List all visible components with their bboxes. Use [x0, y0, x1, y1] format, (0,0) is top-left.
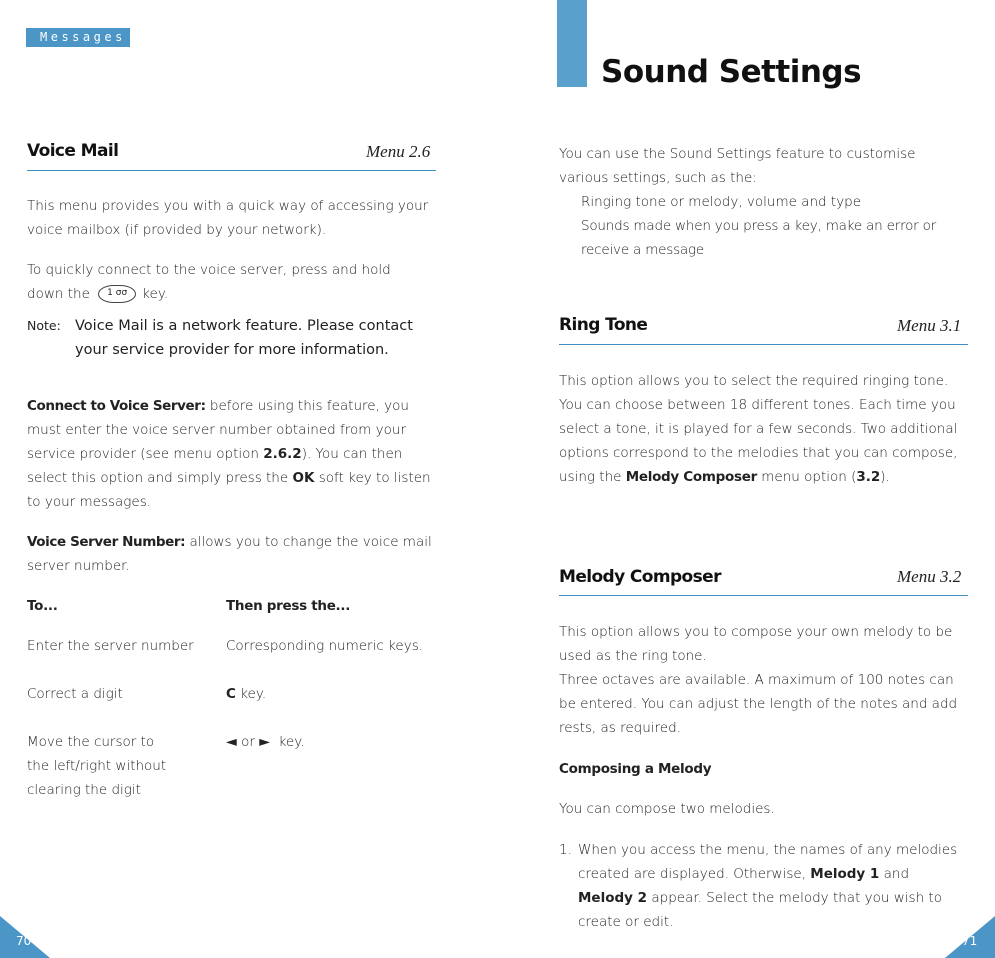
chapter-title: Sound Settings	[601, 54, 862, 90]
section-tag: Messages	[26, 28, 130, 47]
melody-composer-title: Melody Composer	[559, 567, 721, 587]
sound-settings-intro: You can use the Sound Settings feature to customise various settings, such as the:	[559, 146, 916, 186]
connect-to-voice-server: Connect to Voice Server: before using this feature, you must enter the voice server number obtained from your service provider (see menu option 2.6.2). You can then select this option and simply press the OK soft key to listen to your messages.	[27, 398, 431, 510]
table-row-3-to: Move the cursor to the left/right without clearing the digit	[27, 734, 167, 798]
melody-composer-text-1: This option allows you to compose your own melody to be used as the ring tone.	[559, 624, 953, 664]
ring-tone-rule	[559, 344, 968, 345]
melody-composer-text-2: Three octaves are available. A maximum of 100 notes can be entered. You can adjust the length of the notes and add rests, as required.	[559, 672, 958, 736]
voice-mail-title: Voice Mail	[27, 141, 119, 161]
table-row-2-to: Correct a digit	[27, 686, 123, 702]
table-row-3-press: ◄ or ► key.	[226, 734, 305, 750]
chapter-accent-block	[557, 0, 587, 87]
voice-mail-quick-connect: To quickly connect to the voice server, press and hold down the 1 σσ key.	[27, 262, 391, 302]
step-text: When you access the menu, the names of any melodies created are displayed. Otherwise, Melody 1 and Melody 2 appear. Select the melody that you wish to create or edit.	[578, 842, 958, 930]
page-number-left: 70	[16, 934, 32, 948]
melody-composer-menu-number: Menu 3.2	[897, 567, 962, 586]
voice-mail-rule	[27, 170, 436, 171]
ring-tone-text: This option allows you to select the required ringing tone. You can choose between 18 different tones. Each time you select a tone, it is played for a few seconds. Two additional options correspond to the melodies that you can compose, using the Melody Composer menu option (3.2).	[559, 373, 958, 485]
composing-melody-title: Composing a Melody	[559, 761, 712, 777]
sound-settings-bullet-2: Sounds made when you press a key, make an error or receive a message	[581, 218, 937, 258]
melody-composer-rule	[559, 595, 968, 596]
arrow-right-icon: ►	[259, 734, 270, 750]
arrow-left-icon: ◄	[226, 734, 237, 750]
sound-settings-bullet-1: Ringing tone or melody, volume and type	[581, 194, 862, 210]
composing-melody-text: You can compose two melodies.	[559, 801, 775, 817]
table-row-1-press: Corresponding numeric keys.	[226, 638, 424, 654]
voice-mail-intro: This menu provides you with a quick way of accessing your voice mailbox (if provided by your network).	[27, 198, 429, 238]
voice-mail-menu-number: Menu 2.6	[366, 142, 431, 161]
note-text: Voice Mail is a network feature. Please contact your service provider for more information.	[75, 318, 413, 358]
step-number: 1.	[559, 842, 572, 858]
ring-tone-title: Ring Tone	[559, 315, 648, 335]
table-row-2-press: C key.	[226, 686, 267, 702]
table-row-1-to: Enter the server number	[27, 638, 194, 654]
note-label: Note:	[27, 318, 61, 333]
ring-tone-menu-number: Menu 3.1	[897, 316, 962, 335]
page-number-right: 71	[962, 934, 978, 948]
table-header-to: To...	[27, 598, 58, 614]
voice-server-number: Voice Server Number: allows you to change the voice mail server number.	[27, 534, 432, 574]
table-header-press: Then press the...	[226, 598, 351, 614]
key-1-icon: 1 σσ	[98, 285, 136, 303]
